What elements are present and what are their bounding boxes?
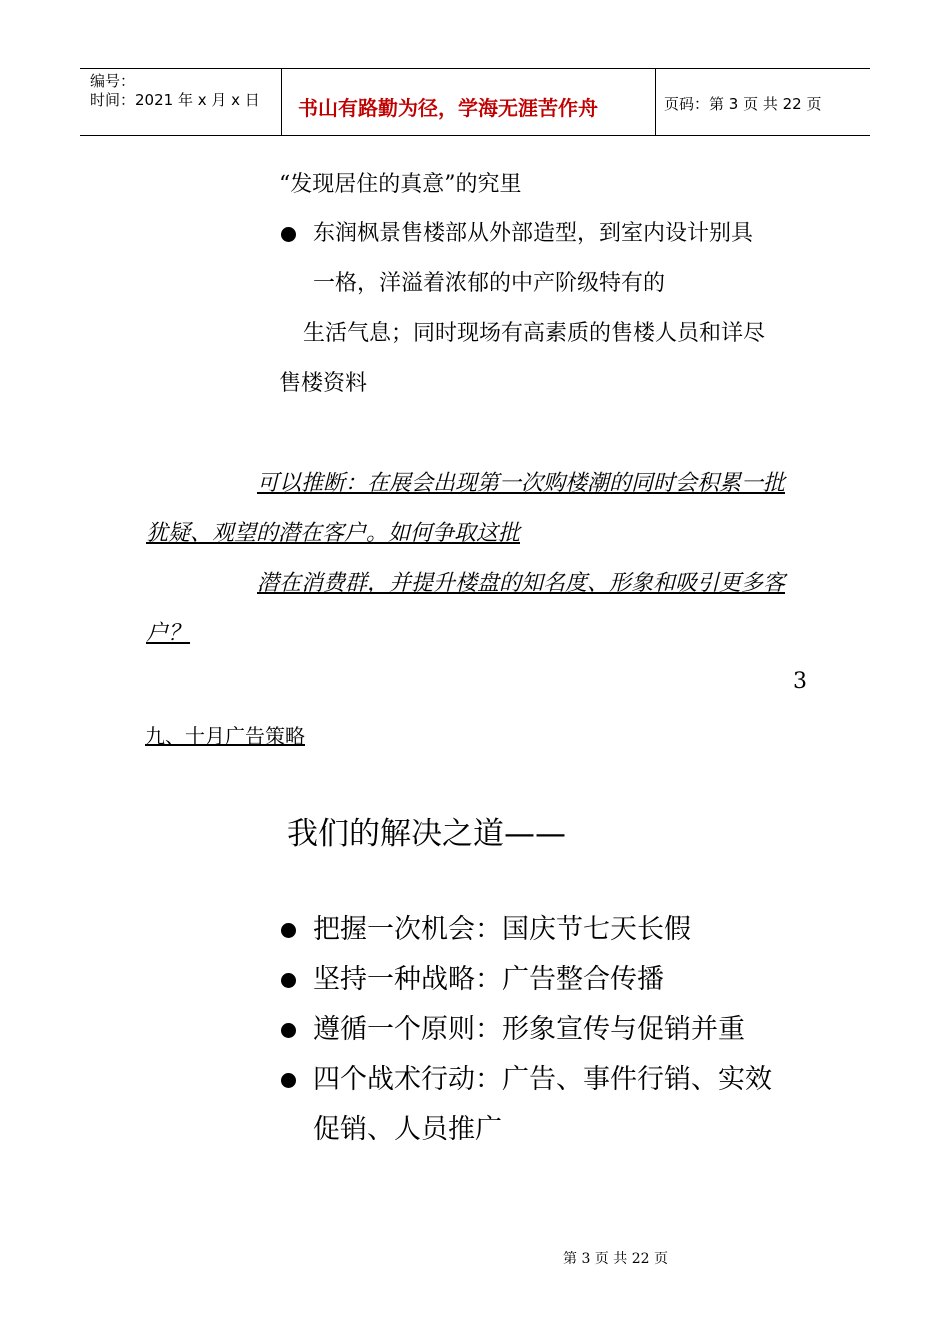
solution-item: 把握一次机会：国庆节七天长假 — [313, 914, 691, 945]
conclusion-line1: 可以推断：在展会出现第一次购楼潮的同时会积累一批 — [257, 471, 786, 496]
header-bottom-rule — [80, 135, 870, 136]
solution-item: 遵循一个原则：形象宣传与促销并重 — [313, 1014, 745, 1045]
header-divider-2 — [655, 68, 656, 136]
header-divider-1 — [281, 68, 282, 136]
header-time-label: 时间：2021 年 x 月 x 日 — [90, 91, 260, 109]
solution-item: 坚持一种战略：广告整合传播 — [313, 964, 664, 995]
bullet1-line1: 东润枫景售楼部从外部造型，到室内设计别具 — [313, 221, 754, 246]
bullet-icon — [281, 923, 296, 938]
section-heading: 九、十月广告策略 — [145, 724, 305, 748]
solution-title: 我们的解决之道—— — [287, 816, 566, 852]
conclusion-line2: 犹疑、观望的潜在客户。如何争取这批 — [146, 521, 521, 546]
slide-number: 3 — [793, 669, 807, 694]
header-top-rule — [80, 68, 870, 69]
bullet-icon — [281, 227, 296, 242]
conclusion-line4: 户？ — [146, 621, 191, 646]
bullet1-line3: 生活气息；同时现场有高素质的售楼人员和详尽 — [303, 321, 766, 346]
header-page-label: 页码：第 3 页 共 22 页 — [664, 95, 822, 113]
bullet1-line4: 售楼资料 — [279, 371, 368, 396]
continued-line: “发现居住的真意”的究里 — [279, 172, 522, 197]
conclusion-line3: 潜在消费群，并提升楼盘的知名度、形象和吸引更多客 — [257, 571, 786, 596]
solution-item: 四个战术行动：广告、事件行销、实效 — [313, 1064, 772, 1095]
header-number-label: 编号： — [90, 72, 136, 90]
bullet1-line2: 一格，洋溢着浓郁的中产阶级特有的 — [313, 271, 666, 296]
bullet-icon — [281, 1073, 296, 1088]
footer-page-number: 第 3 页 共 22 页 — [563, 1251, 668, 1267]
bullet-icon — [281, 1023, 296, 1038]
header-motto: 书山有路勤为径，学海无涯苦作舟 — [298, 96, 598, 120]
solution-item-continued: 促销、人员推广 — [313, 1114, 502, 1145]
bullet-icon — [281, 973, 296, 988]
